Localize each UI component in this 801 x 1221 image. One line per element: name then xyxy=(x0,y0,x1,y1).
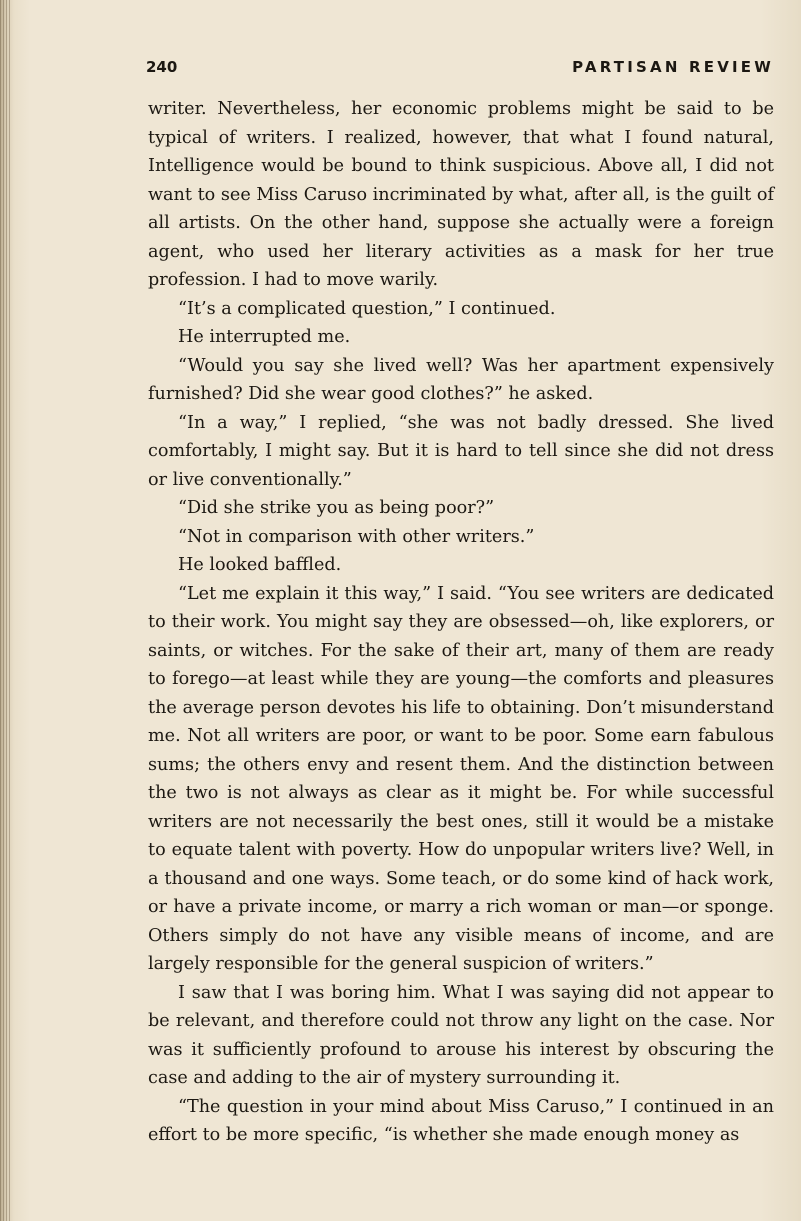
paragraph-2: “It’s a complicated question,” I continued. xyxy=(178,298,556,319)
body-text xyxy=(148,95,774,1150)
paragraph-8: He looked baffled. xyxy=(178,555,342,575)
paragraph-6: “Did she strike you as being poor?” xyxy=(178,498,495,518)
page-header xyxy=(146,58,774,80)
paragraph-7: “Not in comparison with other writers.” xyxy=(178,526,535,547)
binding-gutter xyxy=(0,0,12,1221)
paragraph-10: I saw that I was boring him. What I was saying did not appear to be relevant, and therefore could not throw any light on the case. Nor was it sufficiently profound to arouse his interest by obscuring the case and adding to the air of mystery surrounding it. xyxy=(148,982,774,1088)
paragraph-4: “Would you say she lived well? Was her apartment expensively furnished? Did she wear good clothes?” he asked. xyxy=(148,355,774,404)
paragraph-3: He interrupted me. xyxy=(178,327,351,347)
paragraph-11: “The question in your mind about Miss Caruso,” I continued in an effort to be more specific, “is whether she made enough money as xyxy=(148,1096,774,1145)
running-head: PARTISAN REVIEW xyxy=(572,58,774,76)
paragraph-9: “Let me explain it this way,” I said. “You see writers are dedicated to their work. You might say they are obsessed—oh, like explorers, or saints, or witches. For the sake of their art, many of them are ready to forego—at least while they are young—the comforts and pleasures the average person devotes his life to obtaining. Don’t misunderstand me. Not all writers are poor, or want to be poor. Some earn fabulous sums; the others envy and resent them. And the distinction between the two is not always as clear as it might be. For while successful writers are not necessarily the best ones, still it would be a mistake to equate talent with poverty. How do unpopular writers live? Well, in a thousand and one ways. Some teach, or do some kind of hack work, or have a private income, or marry a rich woman or man—or sponge. Others simply do not have any visible means of income, and are largely responsible for the general suspicion of writers.” xyxy=(148,583,774,974)
paragraph-1: writer. Nevertheless, her economic problems might be said to be typical of writers. I realized, however, that what I found natural, Intelligence would be bound to think suspicious. Above all, I did not want to see Miss Caruso incriminated by what, after all, is the guilt of all artists. On the other hand, suppose she actually were a foreign agent, who used her literary activities as a mask for her true profession. I had to move warily. xyxy=(148,99,774,290)
paragraph-5: “In a way,” I replied, “she was not badly dressed. She lived comfortably, I might say. But it is hard to tell since she did not dress or live conventionally.” xyxy=(148,412,774,490)
page-number: 240 xyxy=(146,58,178,76)
